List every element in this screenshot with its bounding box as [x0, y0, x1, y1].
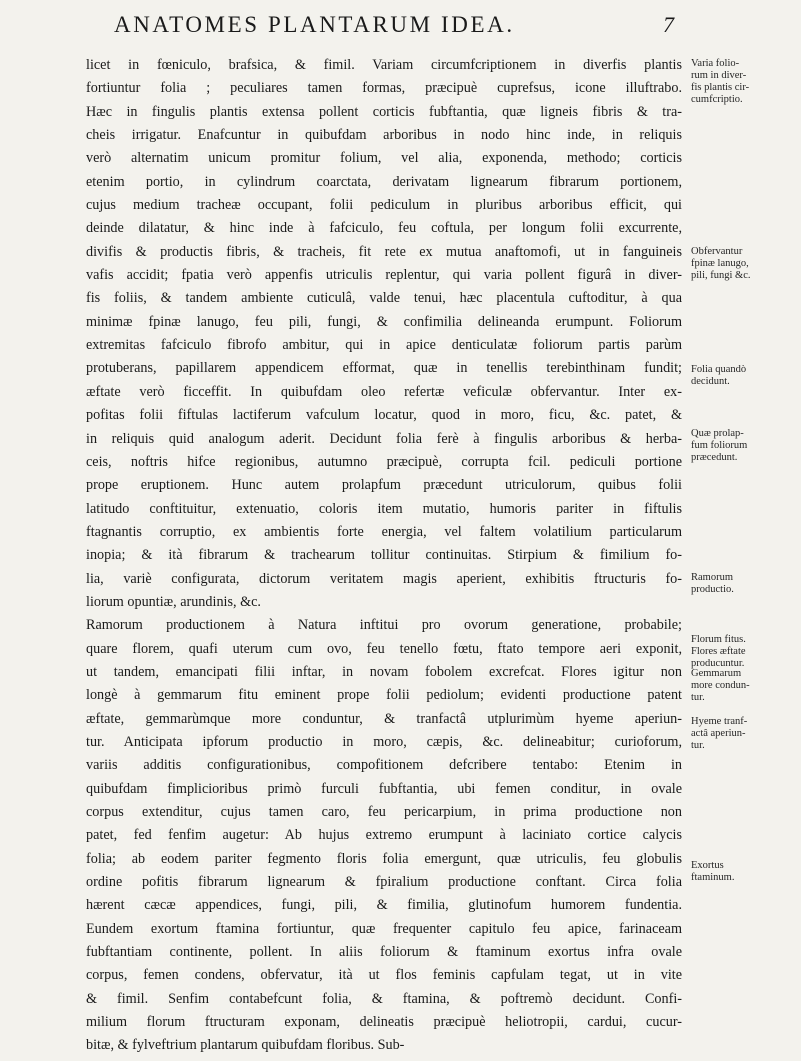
text-line: fortiuntur folia ; peculiares tamen formas, præcipuè cuprefsus, icone illuftrabo. — [86, 80, 682, 97]
text-line: cujus medium tracheæ occupant, folii pediculum in pluribus arboribus efficit, qui — [86, 197, 682, 214]
margin-note-line: præcedunt. — [691, 452, 738, 463]
margin-note-line: ftaminum. — [691, 872, 735, 883]
margin-note — [691, 246, 799, 282]
text-line: lia, variè configurata, dictorum veritatem magis aperient, exhibitis ftructuris fo- — [86, 570, 682, 587]
text-line: verò alternatim unicum promitur folium, vel alia, exponenda, methodo; corticis — [86, 150, 682, 167]
margin-note-line: productio. — [691, 584, 734, 595]
margin-note — [691, 716, 799, 752]
margin-note-line: rum in diver- — [691, 70, 747, 81]
text-line: æftate, gemmarùmque more conduntur, & tranfactâ utplurimùm hyeme aperiun- — [86, 710, 682, 727]
text-line: extremitas fafciculo fibrofo ambitur, qui in apice denticulatæ foliorum partis parùm — [86, 337, 682, 354]
margin-notes-column — [691, 0, 799, 1061]
margin-note — [691, 364, 799, 388]
text-line: ordine pofitis fibrarum lignearum & fpiralium productione conftant. Circa folia — [86, 874, 682, 891]
text-line: variis additis configurationibus, compofitionem defcribere tentabo: Etenim in — [86, 757, 682, 774]
main-text-column — [86, 54, 682, 1058]
margin-note-line: Hyeme tranf- — [691, 716, 748, 727]
margin-note — [691, 428, 799, 464]
text-line: milium florum ftructuram exponam, delineatis præcipuè heliotropii, cardui, cucur- — [86, 1014, 682, 1031]
text-line: divifis & productis fibris, & tracheis, fit rete ex mutua anaftomofi, ut in fanguineis — [86, 243, 682, 260]
text-line: fubftantiam continente, pollent. In aliis foliorum & ftaminum exortus infra ovale — [86, 944, 682, 961]
text-line: latitudo conftituitur, extenuatio, coloris item mutatio, humoris pariter in fiftulis — [86, 500, 682, 517]
margin-note — [691, 860, 799, 884]
text-line: quare florem, quafi uterum cum ovo, feu tenello fœtu, ftato tempore aeri exponit, — [86, 640, 682, 657]
text-line: & fimil. Senfim contabefcunt folia, & ftamina, & poftremò decidunt. Confi- — [86, 990, 682, 1007]
text-line: in reliquis quid analogum aderit. Decidunt folia ferè à fingulis arboribus & herba- — [86, 430, 682, 447]
text-line: longè à gemmarum fitu eminent prope folii pediolum; evidenti productione patent — [86, 687, 682, 704]
margin-note — [691, 668, 799, 704]
margin-note-line: tur. — [691, 692, 705, 703]
margin-note-line: Florum fitus. — [691, 634, 746, 645]
margin-note-line: Quæ prolap- — [691, 428, 744, 439]
margin-note-line: actâ aperiun- — [691, 728, 746, 739]
text-line: cheis irrigatur. Enafcuntur in quibufdam arboribus in nodo hinc inde, in reliquis — [86, 127, 682, 144]
margin-note-line: Ramorum — [691, 572, 733, 583]
text-line: vafis accidit; fpatia verò appenfis utriculis replentur, qui varia pollent figurâ in diver- — [86, 267, 682, 284]
text-line: bitæ, & fylveftrium plantarum quibufdam floribus. Sub- — [86, 1037, 405, 1054]
text-line: pofitas folii fiftulas lactiferum vafculum locatur, quod in moro, ficu, &c. patet, & — [86, 407, 682, 424]
margin-note-line: fpinæ lanugo, — [691, 258, 749, 269]
text-line: folia; ab eodem pariter fegmento floris folia emergunt, quæ utriculis, feu globulis — [86, 850, 682, 867]
text-line: inopia; & ità fibrarum & trachearum tollitur continuitas. Stirpium & fimilium fo- — [86, 547, 682, 564]
margin-note-line: cumfcriptio. — [691, 94, 743, 105]
text-line: Ramorum productionem à Natura inftitui pro ovorum generatione, probabile; — [86, 617, 682, 634]
text-line: Eundem exortum ftamina fortiuntur, quæ frequenter capitulo feu apice, farinaceam — [86, 920, 682, 937]
text-line: patet, fed fenfim augetur: Ab hujus extremo erumpunt à laciniato cortice calycis — [86, 827, 682, 844]
margin-note-line: Obfervantur — [691, 246, 743, 257]
margin-note-line: Gemmarum — [691, 668, 742, 679]
margin-note-line: decidunt. — [691, 376, 730, 387]
text-line: ceis, noftris hifce regionibus, autumno præcipuè, corrupta fcil. pediculi portione — [86, 453, 682, 470]
text-line: Hæc in fingulis plantis extensa pollent corticis fubftantia, quæ ligneis fibris & tra- — [86, 103, 682, 120]
margin-note-line: Exortus — [691, 860, 724, 871]
running-head: ANATOMES PLANTARUM IDEA. — [114, 12, 515, 37]
text-line: prope eruptionem. Hunc autem prolapfum præcedunt utriculorum, quibus folii — [86, 477, 682, 494]
margin-note-line: more condun- — [691, 680, 750, 691]
text-line: æftate verò ficceffit. In quibufdam oleo refertæ veficulæ obfervantur. Inter ex- — [86, 383, 682, 400]
text-line: minimæ fpinæ lanugo, feu pili, fungi, & confimilia delineanda erumpunt. Foliorum — [86, 313, 682, 330]
text-line: corpus extenditur, cujus tamen caro, feu pericarpium, in prima productione non — [86, 804, 682, 820]
margin-note-line: Flores æftate — [691, 646, 746, 657]
text-line: hærent cæcæ appendices, fungi, pili, & fimilia, glutinofum humorem fundentia. — [86, 897, 682, 914]
margin-note-line: fum foliorum — [691, 440, 748, 451]
text-line: licet in fœniculo, brafsica, & fimil. Variam circumfcriptionem in diverfis plantis — [86, 57, 682, 73]
margin-note-line: fis plantis cir- — [691, 82, 750, 93]
margin-note-line: Varia folio- — [691, 58, 740, 69]
margin-note — [691, 634, 799, 670]
text-line: deinde dilatatur, & hinc inde à fafciculo, feu coftula, per longum folii excurrente, — [86, 220, 682, 237]
margin-note — [691, 572, 799, 596]
text-line: corpus, femen condens, obfervatur, ità ut flos feminis capfulam tegat, ut in vite — [86, 967, 682, 984]
margin-note-line: Folia quandò — [691, 364, 747, 375]
margin-note-line: producuntur. — [691, 658, 745, 669]
margin-note — [691, 58, 799, 106]
margin-note-line: pili, fungi &c. — [691, 270, 751, 281]
text-line: protuberans, papillarem appendicem efformat, quæ in tenellis terebinthinam fundit; — [86, 360, 682, 377]
page-number: 7 — [663, 12, 674, 37]
margin-note-line: tur. — [691, 740, 705, 751]
page-header — [114, 12, 674, 46]
text-line: ftagnantis corruptio, ex ambientis forte energia, vel faltem volatilium particularum — [86, 523, 682, 540]
text-line: ut tandem, emancipati filii inftar, in novam fobolem excrefcat. Flores igitur non — [86, 663, 682, 680]
text-line: fis foliis, & tandem ambiente cuticulâ, valde tenui, hæc placentula cuftoditur, à qua — [86, 290, 682, 307]
text-line: etenim portio, in cylindrum coarctata, derivatam lignearum fibrarum portionem, — [86, 173, 682, 190]
text-line: liorum opuntiæ, arundinis, &c. — [86, 593, 261, 610]
text-line: tur. Anticipata ipforum productio in moro, cæpis, &c. delineabitur; curioforum, — [86, 733, 682, 750]
text-line: quibufdam fimplicioribus primò furculi fubftantia, ubi femen conditur, in ovale — [86, 780, 682, 797]
